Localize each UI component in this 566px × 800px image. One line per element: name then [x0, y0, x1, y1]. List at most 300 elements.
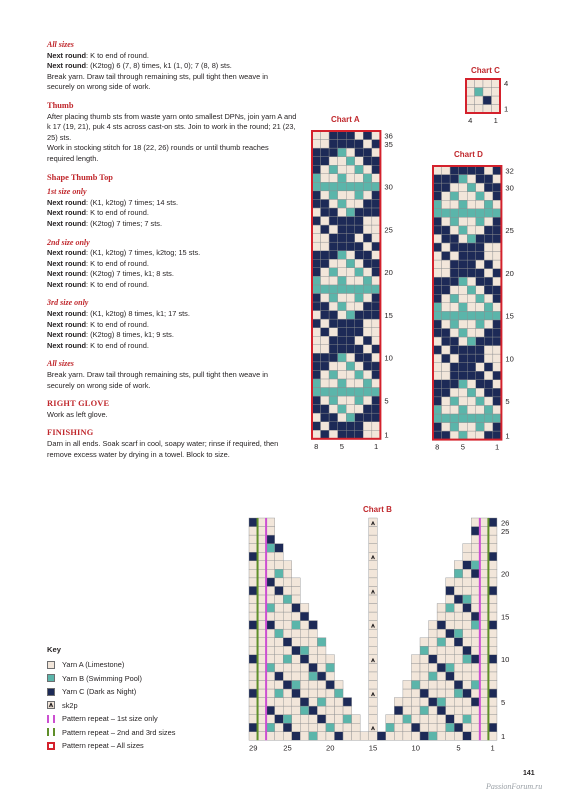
chart-cell — [312, 413, 321, 422]
chart-cell — [484, 303, 493, 312]
chart-cell — [338, 353, 347, 362]
chart-cell — [338, 362, 347, 371]
chart-cell — [338, 225, 347, 234]
chart-cell — [463, 612, 472, 621]
chart-cell — [249, 527, 258, 536]
chart-cell — [411, 672, 420, 681]
chart-cell — [459, 388, 468, 397]
chart-d-row-label: 15 — [505, 311, 514, 321]
chart-cell — [300, 680, 309, 689]
chart-d-col-label: 8 — [435, 442, 440, 452]
chart-cell — [258, 535, 267, 544]
chart-key — [47, 645, 175, 753]
chart-cell — [488, 569, 497, 578]
chart-cell — [450, 388, 459, 397]
chart-cell — [355, 422, 364, 431]
chart-cell — [283, 629, 292, 638]
chart-cell — [283, 612, 292, 621]
chart-c-col-label: 4 — [468, 116, 473, 125]
chart-cell — [369, 535, 378, 544]
chart-cell — [493, 277, 502, 286]
chart-cell — [484, 328, 493, 337]
chart-cell — [459, 380, 468, 389]
chart-cell — [355, 328, 364, 337]
chart-cell — [433, 311, 442, 320]
chart-cell — [300, 723, 309, 732]
chart-cell — [338, 165, 347, 174]
chart-cell — [429, 723, 438, 732]
chart-cell — [488, 706, 497, 715]
chart-cell — [275, 586, 284, 595]
chart-cell — [475, 105, 484, 114]
chart-cell — [283, 578, 292, 587]
chart-cell — [355, 336, 364, 345]
chart-cell — [403, 715, 412, 724]
chart-cell — [266, 544, 275, 553]
chart-cell — [467, 175, 476, 184]
chart-b-row-label: 25 — [500, 526, 510, 536]
chart-cell — [471, 723, 480, 732]
chart-cell — [463, 604, 472, 613]
chart-cell — [317, 698, 326, 707]
chart-cell — [363, 285, 372, 294]
chart-cell — [467, 183, 476, 192]
chart-cell — [446, 604, 455, 613]
chart-cell — [476, 243, 485, 252]
chart-cell — [363, 199, 372, 208]
chart-cell — [480, 612, 489, 621]
chart-cell — [372, 370, 381, 379]
chart-cell — [493, 269, 502, 278]
chart-cell — [363, 353, 372, 362]
chart-cell — [467, 303, 476, 312]
chart-cell — [372, 293, 381, 302]
chart-cell — [283, 672, 292, 681]
chart-cell — [363, 148, 372, 157]
chart-cell — [312, 140, 321, 149]
chart-cell — [338, 182, 347, 191]
chart-cell — [346, 319, 355, 328]
chart-cell — [493, 217, 502, 226]
sk2p-icon: ⩚ — [370, 554, 375, 562]
chart-cell — [471, 518, 480, 527]
chart-cell — [258, 569, 267, 578]
chart-cell — [346, 140, 355, 149]
chart-cell — [467, 380, 476, 389]
chart-cell — [493, 405, 502, 414]
chart-cell — [321, 293, 330, 302]
chart-cell — [372, 345, 381, 354]
chart-cell — [420, 706, 429, 715]
chart-cell — [454, 621, 463, 630]
sk2p-icon: ⩚ — [370, 622, 375, 630]
chart-cell — [317, 732, 326, 741]
chart-cell — [446, 706, 455, 715]
chart-cell — [355, 293, 364, 302]
chart-cell — [488, 595, 497, 604]
chart-cell — [321, 268, 330, 277]
chart-cell — [492, 79, 501, 88]
repeat-1st-size-icon — [47, 715, 55, 723]
chart-cell — [321, 319, 330, 328]
chart-cell — [258, 655, 267, 664]
chart-cell — [442, 423, 451, 432]
chart-b-col-label: 25 — [283, 743, 292, 753]
chart-cell — [394, 715, 403, 724]
chart-cell — [459, 294, 468, 303]
chart-cell — [484, 192, 493, 201]
chart-cell — [321, 379, 330, 388]
chart-cell — [476, 217, 485, 226]
chart-cell — [466, 105, 475, 114]
chart-cell — [488, 655, 497, 664]
chart-cell — [463, 638, 472, 647]
chart-cell — [363, 234, 372, 243]
chart-cell — [346, 165, 355, 174]
sk2p-icon: ⩚ — [370, 588, 375, 596]
chart-cell — [338, 302, 347, 311]
chart-cell — [346, 242, 355, 251]
chart-cell — [429, 629, 438, 638]
instruction-line: Break yarn. Draw tail through remaining sts, pull tight then weave in securely on wrong side of work. — [47, 370, 269, 390]
chart-cell — [266, 680, 275, 689]
chart-cell — [471, 638, 480, 647]
chart-cell — [476, 397, 485, 406]
chart-cell — [433, 260, 442, 269]
chart-cell — [437, 629, 446, 638]
chart-cell — [369, 646, 378, 655]
chart-b-row-label: 20 — [500, 569, 510, 579]
chart-cell — [493, 311, 502, 320]
chart-cell — [309, 732, 318, 741]
chart-cell — [329, 370, 338, 379]
chart-cell — [493, 397, 502, 406]
chart-cell — [433, 328, 442, 337]
chart-cell — [249, 723, 258, 732]
chart-cell — [475, 96, 484, 105]
chart-cell — [454, 638, 463, 647]
chart-cell — [471, 595, 480, 604]
chart-cell — [309, 672, 318, 681]
chart-cell — [372, 234, 381, 243]
chart-cell — [312, 430, 321, 439]
chart-cell — [454, 723, 463, 732]
chart-cell — [467, 388, 476, 397]
chart-cell — [266, 612, 275, 621]
chart-cell — [484, 388, 493, 397]
chart-cell — [312, 370, 321, 379]
chart-cell — [476, 226, 485, 235]
chart-cell — [266, 638, 275, 647]
chart-cell — [471, 578, 480, 587]
chart-cell — [450, 423, 459, 432]
chart-cell — [433, 192, 442, 201]
chart-d-col-label: 5 — [460, 442, 466, 452]
chart-cell — [346, 174, 355, 183]
chart-cell — [372, 430, 381, 439]
chart-cell — [346, 148, 355, 157]
chart-cell — [312, 157, 321, 166]
repeat-2nd-3rd-size-icon — [47, 728, 55, 736]
chart-cell — [372, 165, 381, 174]
chart-cell — [321, 396, 330, 405]
chart-cell — [346, 345, 355, 354]
chart-cell — [467, 166, 476, 175]
chart-cell — [329, 148, 338, 157]
chart-cell — [292, 621, 301, 630]
chart-cell — [442, 166, 451, 175]
chart-cell — [493, 166, 502, 175]
chart-cell — [329, 405, 338, 414]
chart-cell — [346, 370, 355, 379]
chart-cell — [369, 638, 378, 647]
chart-cell — [275, 663, 284, 672]
sk2p-icon: ⩚ — [370, 691, 375, 699]
instruction-line: Next round: (K2tog) 7 times, k1; 8 sts. — [47, 269, 174, 279]
chart-cell — [292, 723, 301, 732]
chart-cell — [329, 319, 338, 328]
key-label: Yarn A (Limestone) — [62, 660, 125, 670]
chart-cell — [454, 698, 463, 707]
chart-cell — [476, 209, 485, 218]
chart-cell — [433, 423, 442, 432]
chart-cell — [312, 182, 321, 191]
chart-cell — [363, 328, 372, 337]
chart-cell — [321, 157, 330, 166]
chart-cell — [450, 183, 459, 192]
chart-cell — [403, 689, 412, 698]
chart-a-col-label: 8 — [314, 441, 319, 451]
chart-cell — [471, 646, 480, 655]
chart-cell — [346, 285, 355, 294]
chart-cell — [329, 396, 338, 405]
chart-cell — [275, 672, 284, 681]
chart-cell — [480, 732, 489, 741]
chart-d-row-label: 32 — [505, 166, 514, 176]
chart-cell — [258, 646, 267, 655]
chart-cell — [317, 706, 326, 715]
chart-cell — [488, 698, 497, 707]
chart-cell — [355, 148, 364, 157]
chart-cell — [321, 328, 330, 337]
chart-cell — [317, 638, 326, 647]
chart-cell — [442, 303, 451, 312]
chart-cell — [437, 706, 446, 715]
chart-cell — [346, 251, 355, 260]
chart-cell — [338, 234, 347, 243]
chart-cell — [309, 689, 318, 698]
chart-cell — [338, 396, 347, 405]
chart-cell — [321, 199, 330, 208]
chart-cell — [463, 723, 472, 732]
chart-cell — [442, 217, 451, 226]
chart-cell — [317, 663, 326, 672]
chart-cell — [369, 595, 378, 604]
chart-cell — [484, 414, 493, 423]
chart-cell — [363, 276, 372, 285]
chart-cell — [463, 689, 472, 698]
chart-cell — [450, 217, 459, 226]
chart-cell — [437, 698, 446, 707]
chart-cell — [266, 732, 275, 741]
chart-cell — [292, 586, 301, 595]
chart-cell — [450, 380, 459, 389]
chart-cell — [454, 680, 463, 689]
chart-cell — [437, 732, 446, 741]
chart-cell — [463, 561, 472, 570]
chart-a-row-label: 20 — [384, 268, 393, 278]
chart-cell — [484, 311, 493, 320]
chart-cell — [493, 243, 502, 252]
chart-cell — [433, 380, 442, 389]
chart-cell — [312, 345, 321, 354]
chart-cell — [275, 595, 284, 604]
chart-cell — [480, 715, 489, 724]
chart-cell — [450, 209, 459, 218]
chart-cell — [480, 535, 489, 544]
chart-cell — [442, 200, 451, 209]
chart-cell — [283, 638, 292, 647]
chart-cell — [329, 311, 338, 320]
chart-cell — [488, 638, 497, 647]
chart-cell — [312, 242, 321, 251]
chart-cell — [338, 140, 347, 149]
chart-cell — [450, 252, 459, 261]
chart-cell — [442, 363, 451, 372]
chart-cell — [420, 689, 429, 698]
chart-cell — [363, 174, 372, 183]
chart-cell — [266, 655, 275, 664]
key-item — [47, 739, 175, 753]
chart-cell — [403, 698, 412, 707]
chart-cell — [249, 706, 258, 715]
chart-cell — [292, 706, 301, 715]
chart-cell — [363, 396, 372, 405]
chart-cell — [403, 723, 412, 732]
chart-cell — [459, 286, 468, 295]
chart-cell — [352, 715, 361, 724]
chart-cell — [258, 586, 267, 595]
chart-cell — [450, 337, 459, 346]
chart-cell — [258, 629, 267, 638]
chart-cell — [329, 422, 338, 431]
chart-cell — [433, 269, 442, 278]
chart-cell — [480, 646, 489, 655]
chart-cell — [488, 561, 497, 570]
key-title: Key — [47, 645, 61, 654]
chart-cell — [433, 337, 442, 346]
chart-cell — [480, 578, 489, 587]
chart-cell — [329, 140, 338, 149]
chart-cell — [480, 518, 489, 527]
chart-cell — [326, 672, 335, 681]
chart-cell — [355, 234, 364, 243]
chart-cell — [411, 723, 420, 732]
chart-cell — [433, 294, 442, 303]
chart-cell — [442, 405, 451, 414]
chart-cell — [338, 405, 347, 414]
chart-cell — [459, 431, 468, 440]
chart-cell — [446, 578, 455, 587]
chart-cell — [300, 715, 309, 724]
chart-cell — [459, 217, 468, 226]
key-label: Yarn C (Dark as Night) — [62, 687, 137, 697]
chart-cell — [335, 706, 344, 715]
chart-cell — [338, 370, 347, 379]
chart-cell — [312, 191, 321, 200]
chart-cell — [450, 260, 459, 269]
chart-cell — [300, 689, 309, 698]
chart-cell — [283, 655, 292, 664]
chart-cell — [437, 663, 446, 672]
chart-cell — [476, 260, 485, 269]
chart-cell — [275, 552, 284, 561]
chart-cell — [329, 336, 338, 345]
chart-cell — [442, 192, 451, 201]
chart-cell — [355, 285, 364, 294]
chart-cell — [338, 413, 347, 422]
chart-cell — [372, 251, 381, 260]
chart-cell — [450, 371, 459, 380]
chart-cell — [300, 663, 309, 672]
chart-cell — [363, 208, 372, 217]
chart-cell — [446, 723, 455, 732]
chart-cell — [446, 629, 455, 638]
chart-cell — [454, 663, 463, 672]
instruction-line: Next round: (K1, k2tog) 7 times; 14 sts. — [47, 197, 179, 207]
chart-cell — [363, 140, 372, 149]
chart-cell — [488, 732, 497, 741]
chart-cell — [493, 328, 502, 337]
chart-cell — [338, 199, 347, 208]
chart-cell — [446, 646, 455, 655]
chart-cell — [493, 234, 502, 243]
chart-cell — [275, 689, 284, 698]
chart-cell — [275, 638, 284, 647]
chart-cell — [312, 174, 321, 183]
chart-b-row-label: 26 — [500, 518, 510, 528]
chart-cell — [338, 259, 347, 268]
chart-cell — [338, 148, 347, 157]
chart-cell — [433, 226, 442, 235]
chart-cell — [249, 698, 258, 707]
chart-cell — [329, 251, 338, 260]
chart-cell — [312, 165, 321, 174]
chart-cell — [266, 706, 275, 715]
key-item — [47, 726, 175, 740]
chart-cell — [329, 259, 338, 268]
chart-cell — [467, 294, 476, 303]
chart-cell — [454, 646, 463, 655]
chart-cell — [346, 199, 355, 208]
chart-cell — [321, 234, 330, 243]
chart-cell — [355, 353, 364, 362]
chart-cell — [355, 379, 364, 388]
key-item — [47, 685, 175, 699]
chart-cell — [446, 672, 455, 681]
chart-cell — [258, 680, 267, 689]
chart-cell — [467, 320, 476, 329]
chart-cell — [471, 535, 480, 544]
chart-d-row-label: 30 — [505, 183, 514, 193]
chart-cell — [346, 379, 355, 388]
chart-cell — [275, 544, 284, 553]
chart-cell — [369, 629, 378, 638]
chart-cell — [312, 208, 321, 217]
chart-cell — [454, 706, 463, 715]
chart-cell — [484, 200, 493, 209]
chart-cell — [459, 397, 468, 406]
